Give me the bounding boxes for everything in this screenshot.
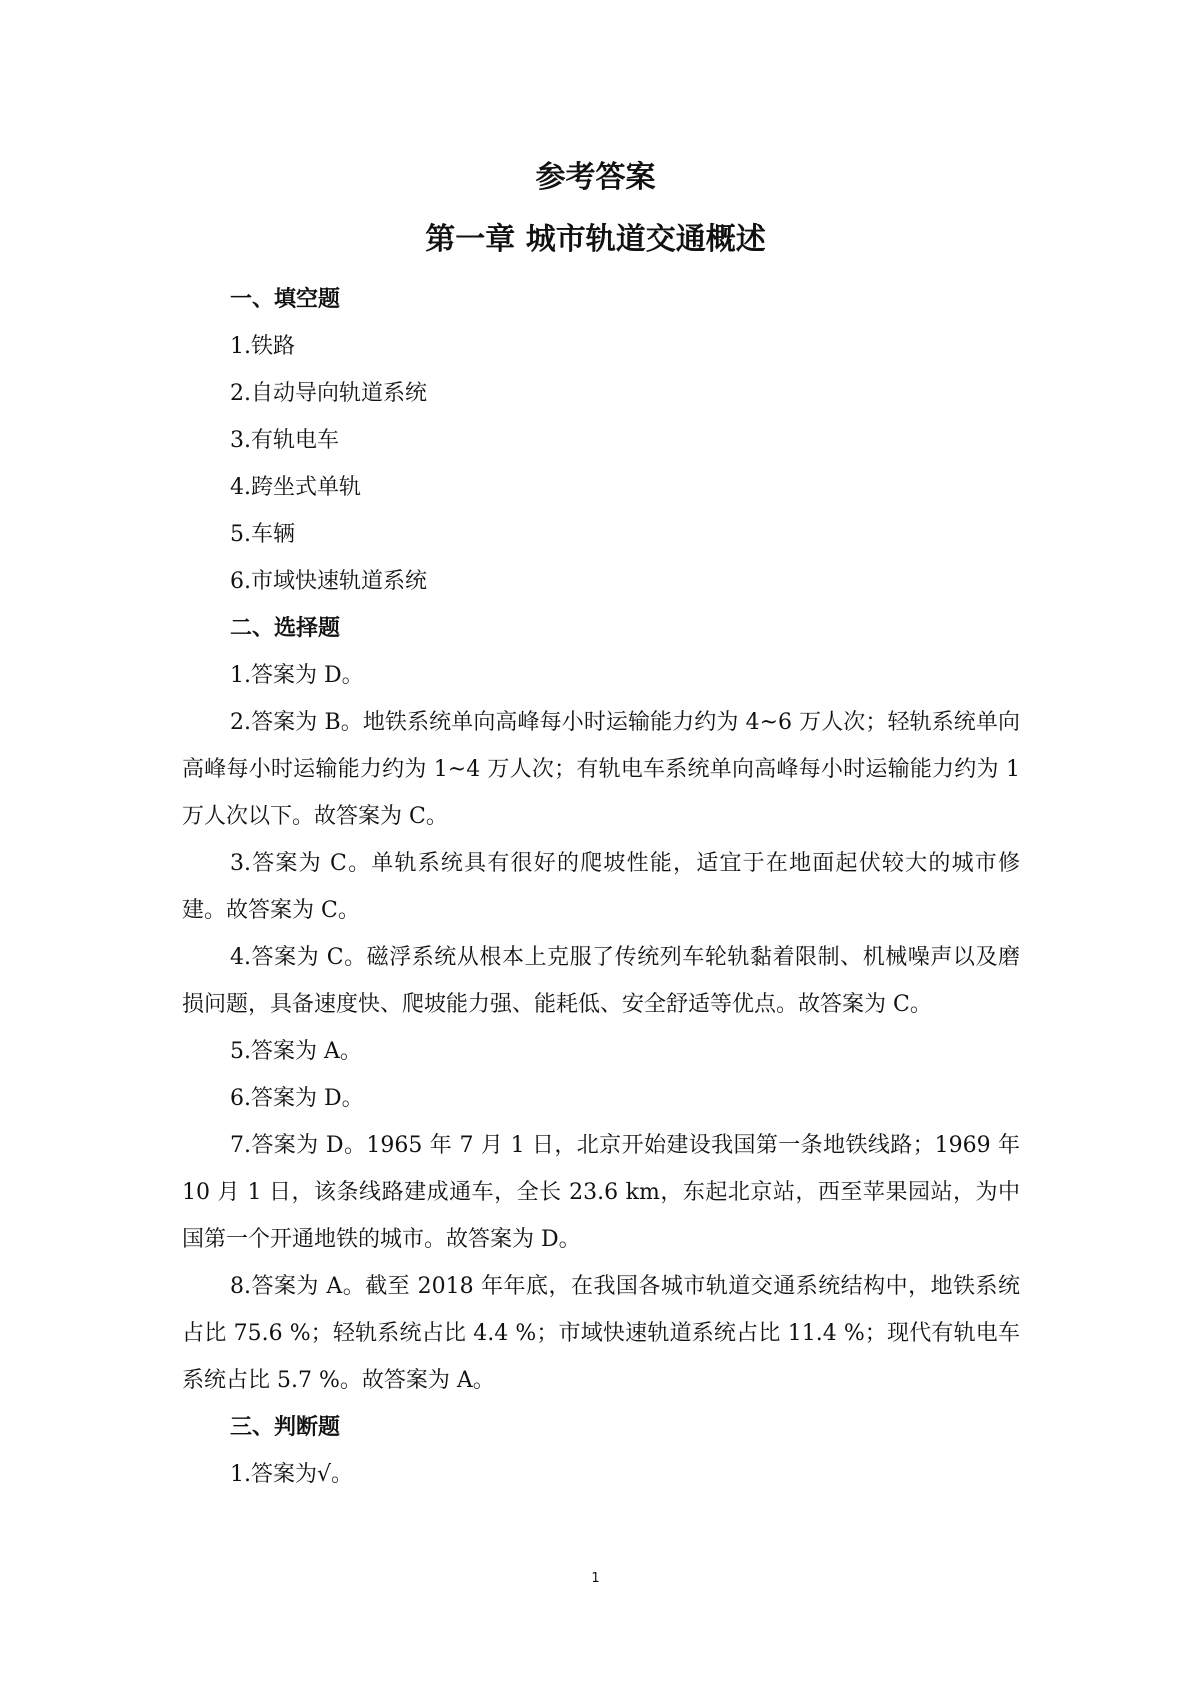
answer-content bbox=[182, 276, 1020, 1498]
answer-item: 1.答案为 D。 bbox=[230, 663, 364, 688]
answer-item: 5.答案为 A。 bbox=[230, 1039, 362, 1064]
section-heading: 一、填空题 bbox=[230, 287, 341, 312]
answer-item: 4.答案为 C。磁浮系统从根本上克服了传统列车轮轨黏着限制、机械噪声以及磨损问题，具备速度快、爬坡能力强、能耗低、安全舒适等优点。故答案为 C。 bbox=[182, 945, 1020, 1017]
answer-item: 4.跨坐式单轨 bbox=[230, 475, 361, 500]
section-heading: 三、判断题 bbox=[230, 1415, 341, 1440]
answer-item: 5.车辆 bbox=[230, 522, 295, 547]
answer-item: 8.答案为 A。截至 2018 年年底，在我国各城市轨道交通系统结构中，地铁系统占比 75.6 %；轻轨系统占比 4.4 %；市域快速轨道系统占比 11.4 %；现代有轨电车系统占比 5.7 %。故答案为 A。 bbox=[182, 1274, 1020, 1393]
answer-item: 2.自动导向轨道系统 bbox=[230, 381, 427, 406]
section-fill-blank bbox=[182, 276, 1020, 605]
answer-item: 1.铁路 bbox=[230, 334, 295, 359]
answer-item: 6.答案为 D。 bbox=[230, 1086, 364, 1111]
answer-item: 7.答案为 D。1965 年 7 月 1 日，北京开始建设我国第一条地铁线路；1969 年 10 月 1 日，该条线路建成通车，全长 23.6 km，东起北京站，西至苹果园站，为中国第一个开通地铁的城市。故答案为 D。 bbox=[182, 1133, 1020, 1252]
answer-item: 3.有轨电车 bbox=[230, 428, 339, 453]
answer-item: 6.市域快速轨道系统 bbox=[230, 569, 427, 594]
chapter-title: 第一章 城市轨道交通概述 bbox=[425, 222, 766, 257]
answer-item: 1.答案为√。 bbox=[230, 1462, 354, 1487]
section-true-false bbox=[182, 1404, 1020, 1498]
section-heading: 二、选择题 bbox=[230, 616, 341, 641]
answer-item: 3.答案为 C。单轨系统具有很好的爬坡性能，适宜于在地面起伏较大的城市修建。故答案为 C。 bbox=[182, 851, 1020, 923]
answer-item: 2.答案为 B。地铁系统单向高峰每小时运输能力约为 4~6 万人次；轻轨系统单向高峰每小时运输能力约为 1~4 万人次；有轨电车系统单向高峰每小时运输能力约为 1 万人次以下。故答案为 C。 bbox=[182, 710, 1020, 829]
page-number: 1 bbox=[591, 1571, 600, 1586]
section-multiple-choice bbox=[182, 605, 1020, 1404]
page-title: 参考答案 bbox=[535, 160, 656, 195]
